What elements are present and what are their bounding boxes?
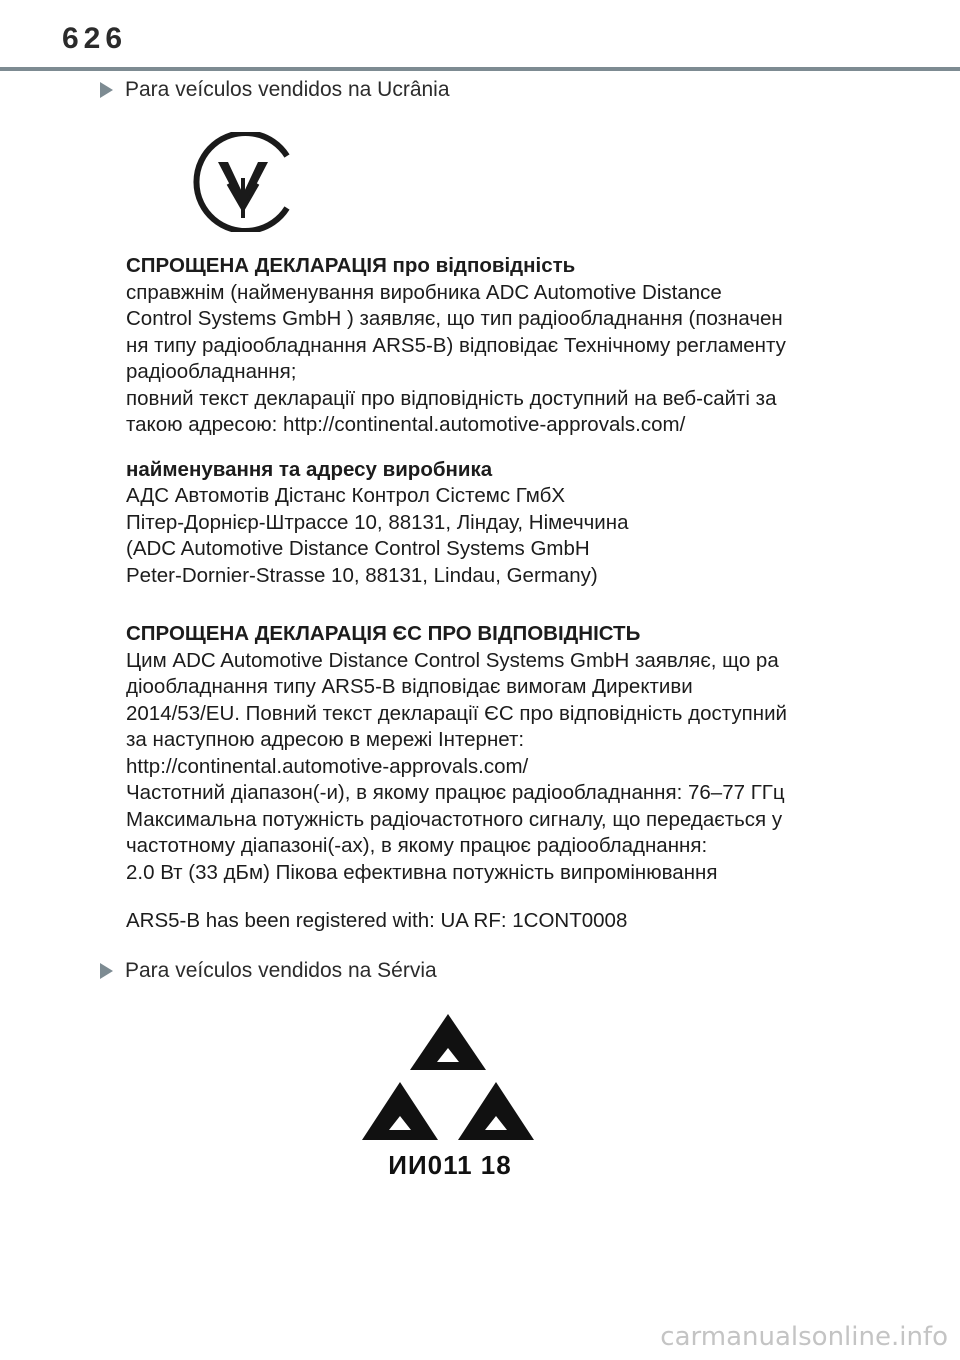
- triangle-bullet-icon: [100, 82, 113, 98]
- triangle-bullet-icon: [100, 963, 113, 979]
- ukraine-declaration-block: [126, 253, 856, 935]
- eu-declaration-line: за наступною адресою в мережі Інтернет:: [126, 728, 525, 751]
- manufacturer-line: Peter-Dornier-Strasse 10, 88131, Lindau, Germany): [126, 563, 598, 587]
- declaration-line: Control Systems GmbH ) заявляє, що тип радіообладнання (позначен: [126, 307, 783, 330]
- eu-declaration-title: СПРОЩЕНА ДЕКЛАРАЦІЯ ЄС ПРО ВІДПОВІДНІСТЬ: [126, 622, 641, 645]
- declaration-line: радіообладнання;: [126, 360, 297, 383]
- declaration-line: такою адресою: http://continental.automotive-approvals.com/: [126, 413, 686, 436]
- eu-declaration-line: 2.0 Вт (33 дБм) Пікова ефективна потужність випромінювання: [126, 860, 718, 884]
- eu-declaration-line: Цим ADC Automotive Distance Control Systems GmbH заявляє, що ра: [126, 648, 779, 672]
- manufacturer-line: Пітер-Дорнієр-Штрассе 10, 88131, Ліндау, Німеччина: [126, 510, 629, 534]
- eu-declaration-line: частотному діапазоні(-ах), в якому працює радіообладнання:: [126, 834, 708, 857]
- declaration-line: повний текст декларації про відповідність доступний на веб-сайті за: [126, 386, 777, 410]
- eu-declaration-line: http://continental.automotive-approvals.com/: [126, 754, 529, 778]
- section-heading-ukraine: [100, 78, 450, 102]
- eu-declaration-line: 2014/53/EU. Повний текст декларації ЄС про відповідність доступний: [126, 701, 787, 725]
- section-heading-serbia: [100, 959, 437, 983]
- declaration-title: СПРОЩЕНА ДЕКЛАРАЦІЯ про відповідність: [126, 254, 576, 277]
- section-heading-serbia-text: Para veículos vendidos na Sérvia: [125, 959, 437, 982]
- page-number: 626: [62, 22, 128, 55]
- manufacturer-line: АДС Автомотів Дістанс Контрол Сістемс ГмбХ: [126, 484, 565, 507]
- declaration-line: справжнім (найменування виробника ADC Automotive Distance: [126, 280, 722, 304]
- eu-declaration-line: діообладнання типу ARS5-B відповідає вимогам Директиви: [126, 675, 693, 698]
- serbia-certification-code: ИИ011 18: [388, 1150, 512, 1180]
- site-watermark: carmanualsonline.info: [660, 1322, 948, 1352]
- eu-declaration-line: Максимальна потужність радіочастотного сигналу, що передається у: [126, 807, 783, 831]
- ukraine-conformity-mark-icon: [188, 132, 298, 232]
- section-heading-ukraine-text: Para veículos vendidos na Ucrânia: [125, 78, 450, 101]
- eu-declaration-line: Частотний діапазон(-и), в якому працює радіообладнання: 76–77 ГГц: [126, 781, 785, 804]
- declaration-line: ня типу радіообладнання ARS5-B) відповідає Технічному регламенту: [126, 333, 786, 357]
- manufacturer-title: найменування та адресу виробника: [126, 457, 493, 481]
- manufacturer-line: (ADC Automotive Distance Control Systems GmbH: [126, 537, 590, 560]
- registration-line: ARS5-B has been registered with: UA RF: 1CONT0008: [126, 909, 628, 932]
- header-divider: [0, 67, 960, 71]
